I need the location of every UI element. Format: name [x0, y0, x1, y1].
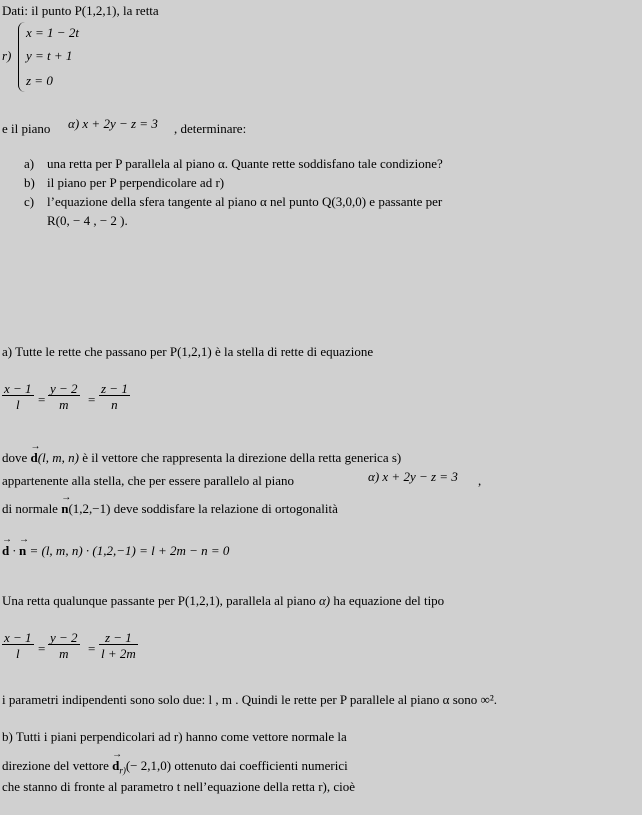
par-fraction-2: [48, 631, 80, 660]
dove-prefix: dove: [2, 450, 28, 465]
star-f2-den: m: [59, 397, 69, 412]
b-line2-args: (− 2,1,0): [125, 758, 172, 773]
una-retta-suffix: ha equazione del tipo: [333, 593, 445, 608]
eq-y: y = t + 1: [26, 48, 73, 63]
una-retta-text: Una retta qualunque passante per P(1,2,1), parallela al piano: [2, 593, 316, 608]
system-label: r): [2, 48, 12, 63]
dove-suffix: è il vettore che rappresenta la direzione della retta generica s): [82, 450, 402, 465]
star-f1-num: x − 1: [4, 381, 32, 396]
dot-product-equation: → d · → n = (l, m, n) · (1,2,−1) = l + 2m − n = 0: [2, 544, 229, 557]
par-f3-den: l + 2m: [101, 646, 136, 661]
par-f1-den: l: [15, 646, 20, 661]
normale-suffix: deve soddisfare la relazione di ortogonalità: [113, 501, 338, 516]
plane-suffix: , determinare:: [174, 121, 247, 136]
par-fraction-1: [2, 631, 34, 660]
question-c-marker: c): [24, 194, 35, 209]
system-brace: [18, 22, 25, 92]
solution-b-line1: b) Tutti i piani perpendicolari ad r) hanno come vettore normale la: [2, 729, 347, 744]
plane-prefix: e il piano: [2, 121, 51, 136]
star-f1-den: l: [15, 397, 20, 412]
plane-equation-2: α) x + 2y − z = 3: [368, 469, 458, 484]
eq-z: z = 0: [26, 73, 53, 88]
dot-vector-d: → d: [2, 544, 9, 557]
star-f3-den: n: [111, 397, 118, 412]
star-f3-num: z − 1: [101, 381, 128, 396]
dove-args: (l, m, n): [37, 450, 79, 465]
normale-prefix: di normale: [2, 501, 58, 516]
eq-x: x = 1 − 2t: [26, 25, 79, 40]
par-f1-num: x − 1: [4, 630, 32, 645]
dot-expr: = (l, m, n) · (1,2,−1) = l + 2m − n = 0: [29, 543, 230, 558]
question-b-text: il piano per P perpendicolare ad r): [47, 175, 225, 190]
b-line2-prefix: direzione del vettore: [2, 758, 109, 773]
question-a-text: una retta per P parallela al piano α. Quante rette soddisfano tale condizione?: [47, 156, 443, 171]
solution-a-intro: a) Tutte le rette che passano per P(1,2,1) è la stella di rette di equazione: [2, 344, 374, 359]
solution-b-line3: che stanno di fronte al parametro t nell’equazione della retta r), cioè: [2, 779, 355, 794]
appartenente-line: appartenente alla stella, che per essere parallelo al piano: [2, 473, 294, 488]
b-line2-suffix: ottenuto dai coefficienti numerici: [174, 758, 348, 773]
dot-vector-n: → n: [19, 544, 26, 557]
par-f3-num: z − 1: [99, 631, 138, 645]
star-fraction-2: [48, 382, 80, 411]
par-fraction-3: [99, 631, 138, 660]
vector-d-r-sub: r): [119, 765, 126, 776]
alpha-label: α): [318, 593, 331, 608]
vector-d: → d: [31, 451, 38, 464]
par-f2-den: m: [59, 646, 69, 661]
star-fraction-1: [2, 382, 34, 411]
star-fraction-3: [99, 382, 130, 411]
plane-equation: α) x + 2y − z = 3: [68, 116, 158, 131]
plane-eq2-suffix: ,: [478, 473, 482, 488]
question-c-continuation: R(0, − 4 , − 2 ).: [47, 213, 128, 228]
question-a-marker: a): [24, 156, 35, 171]
parametri-line: i parametri indipendenti sono solo due: l , m . Quindi le rette per P parallele al piano α sono ∞².: [2, 692, 497, 707]
question-b-marker: b): [24, 175, 35, 190]
vector-d-r: → d: [112, 759, 119, 772]
star-f2-num: y − 2: [50, 381, 78, 396]
intro-line: Dati: il punto P(1,2,1), la retta: [2, 3, 159, 18]
normale-args: (1,2,−1): [68, 501, 111, 516]
vector-n: → n: [61, 502, 68, 515]
par-f2-num: y − 2: [50, 630, 78, 645]
question-c-text: l’equazione della sfera tangente al piano α nel punto Q(3,0,0) e passante per: [47, 194, 443, 209]
